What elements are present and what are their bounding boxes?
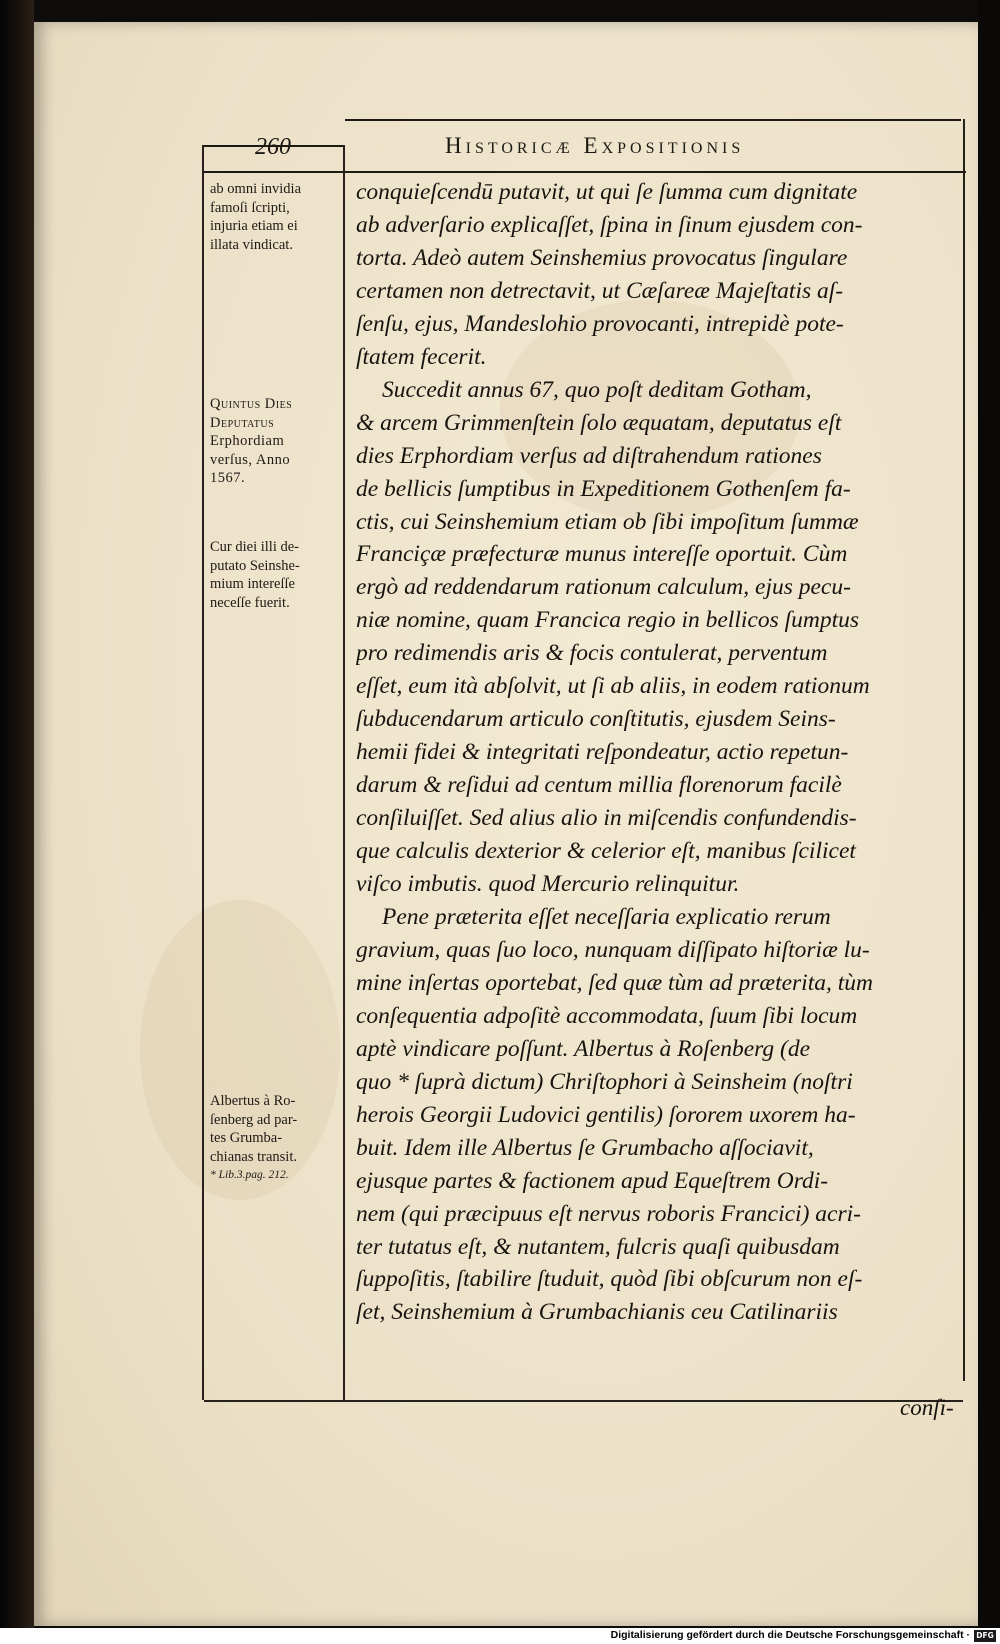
margin-note-line: mium intereſſe [210, 576, 295, 593]
text-line: dies Erphordiam verſus ad diſtrahendum rationes [356, 442, 822, 469]
text-line: eſſet, eum ità abſolvit, ut ſi ab aliis, in eodem rationum [356, 673, 870, 700]
text-line: ſubducendarum articulo conſtitutis, ejusdem Seins- [356, 706, 836, 733]
margin-rule-middle [343, 145, 345, 1400]
header-underline-rule [204, 171, 966, 173]
margin-note-line: Deputatus [210, 414, 275, 431]
text-line: mine inſertas oportebat, ſed quæ tùm ad præterita, tùm [356, 969, 873, 996]
text-line: conquieſcendū putavit, ut qui ſe ſumma cum dignitate [356, 179, 858, 205]
margin-note-line: Quintus Dies [210, 396, 293, 412]
text-line: certamen non detrectavit, ut Cæſareæ Majeſtatis aſ- [356, 277, 844, 304]
margin-note-1 [210, 180, 342, 254]
margin-note-line: chianas transit. [210, 1148, 297, 1165]
text-line: de bellicis ſumptibus in Expeditionem Gothenſem fa- [356, 475, 851, 502]
text-line: nem (qui præcipuus eſt nervus roboris Francici) acri- [356, 1200, 861, 1227]
text-rule-right [963, 119, 965, 1381]
text-line: ctis, cui Seinshemium etiam ob ſibi impoſitum ſummæ [356, 508, 859, 535]
margin-note-line: putato Seinshe- [210, 557, 300, 574]
margin-note-line: tes Grumba- [210, 1130, 283, 1147]
text-line: aptè vindicare poſſunt. Albertus à Roſenberg (de [356, 1035, 811, 1062]
text-line: viſco imbutis. quod Mercurio relinquitur. [356, 871, 740, 898]
text-line: Franciçæ præfecturæ munus intereſſe oportuit. Cùm [356, 541, 848, 568]
text-line: ergò ad reddendarum rationum calculum, ejus pecu- [356, 574, 851, 601]
text-line: ab adverſario explicaſſet, ſpina in ſinum ejusdem con- [356, 211, 863, 238]
header-rule-right [345, 119, 961, 121]
dfg-logo-icon: DFG [974, 1630, 996, 1642]
text-line: que calculis dexterior & celerior eſt, manibus ſcilicet [356, 838, 856, 865]
text-line: conſiluiſſet. Sed alius alio in miſcendis confundendis- [356, 805, 857, 832]
text-line: & arcem Grimmenſtein ſolo æquatam, deputatus eſt [356, 409, 842, 436]
text-line: ſet, Seinshemium à Grumbachianis ceu Catilinariis [356, 1299, 838, 1326]
text-line: torta. Adeò autem Seinshemius provocatus ſingulare [356, 244, 848, 271]
text-line: Succedit annus 67, quo poſt deditam Gotham, [382, 376, 812, 403]
margin-note-line: 1567. [210, 470, 246, 487]
text-line: pro redimendis aris & focis contulerat, perventum [356, 640, 828, 667]
text-line: Pene præterita eſſet neceſſaria explicatio rerum [382, 903, 831, 930]
margin-note-line: famoſi ſcripti, [210, 199, 290, 216]
margin-note-line: ab omni invidia [210, 181, 302, 197]
margin-note-2 [210, 395, 342, 488]
text-line: ejusque partes & factionem apud Equeſtrem Ordi- [356, 1167, 829, 1194]
text-line: ter tutatus eſt, & nutantem, fulcris quaſi quibusdam [356, 1233, 840, 1260]
margin-note-3 [210, 538, 342, 612]
text-line: hemii fidei & integritati reſpondeatur, actio repetun- [356, 739, 849, 766]
main-text-column [356, 176, 958, 1329]
margin-note-line: Albertus à Ro- [210, 1093, 296, 1109]
margin-note-line: Cur diei illi de- [210, 539, 299, 555]
margin-note-line: neceſſe fuerit. [210, 594, 290, 611]
running-head: Historicæ Expositionis [445, 133, 745, 158]
text-line: darum & reſidui ad centum millia florenorum facilè [356, 772, 842, 799]
footer-rule [204, 1400, 963, 1402]
margin-note-line: injuria etiam ei [210, 218, 298, 235]
text-line: gravium, quas ſuo loco, nunquam diſſipato hiſtoriæ lu- [356, 936, 870, 963]
margin-note-line: illata vindicat. [210, 236, 293, 253]
text-line: conſequentia adpoſitè accommodata, ſuum ſibi locum [356, 1002, 858, 1029]
margin-note-4 [210, 1092, 342, 1185]
margin-rule-left [202, 145, 204, 1400]
margin-note-line: verſus, Anno [210, 451, 291, 468]
page-right-edge [978, 0, 1000, 1628]
catchword: conſi- [900, 1395, 954, 1420]
text-line: quo * ſuprà dictum) Chriſtophori à Seinsheim (noſtri [356, 1068, 853, 1095]
text-line: ſenſu, ejus, Mandeslohio provocanti, intrepidè pote- [356, 310, 844, 337]
text-line: ſtatem fecerit. [356, 343, 487, 370]
margin-note-line: Erphordiam [210, 433, 285, 450]
text-line: niæ nomine, quam Francica regio in bellicos ſumptus [356, 607, 860, 634]
text-line: ſuppoſitis, ſtabilire ſtuduit, quòd ſibi obſcurum non eſ- [356, 1266, 863, 1293]
text-line: herois Georgii Ludovici gentilis) ſororem uxorem ha- [356, 1101, 856, 1128]
text-line: buit. Idem ille Albertus ſe Grumbacho aſſociavit, [356, 1134, 814, 1161]
page-number: 260 [255, 134, 291, 160]
margin-note-line: ſenberg ad par- [210, 1111, 298, 1128]
footer-credit: Digitalisierung gefördert durch die Deutsche Forschungsgemeinschaft · [610, 1629, 970, 1641]
book-spine-edge [0, 0, 34, 1628]
margin-note-reference: * Lib.3.pag. 212. [210, 1169, 289, 1182]
